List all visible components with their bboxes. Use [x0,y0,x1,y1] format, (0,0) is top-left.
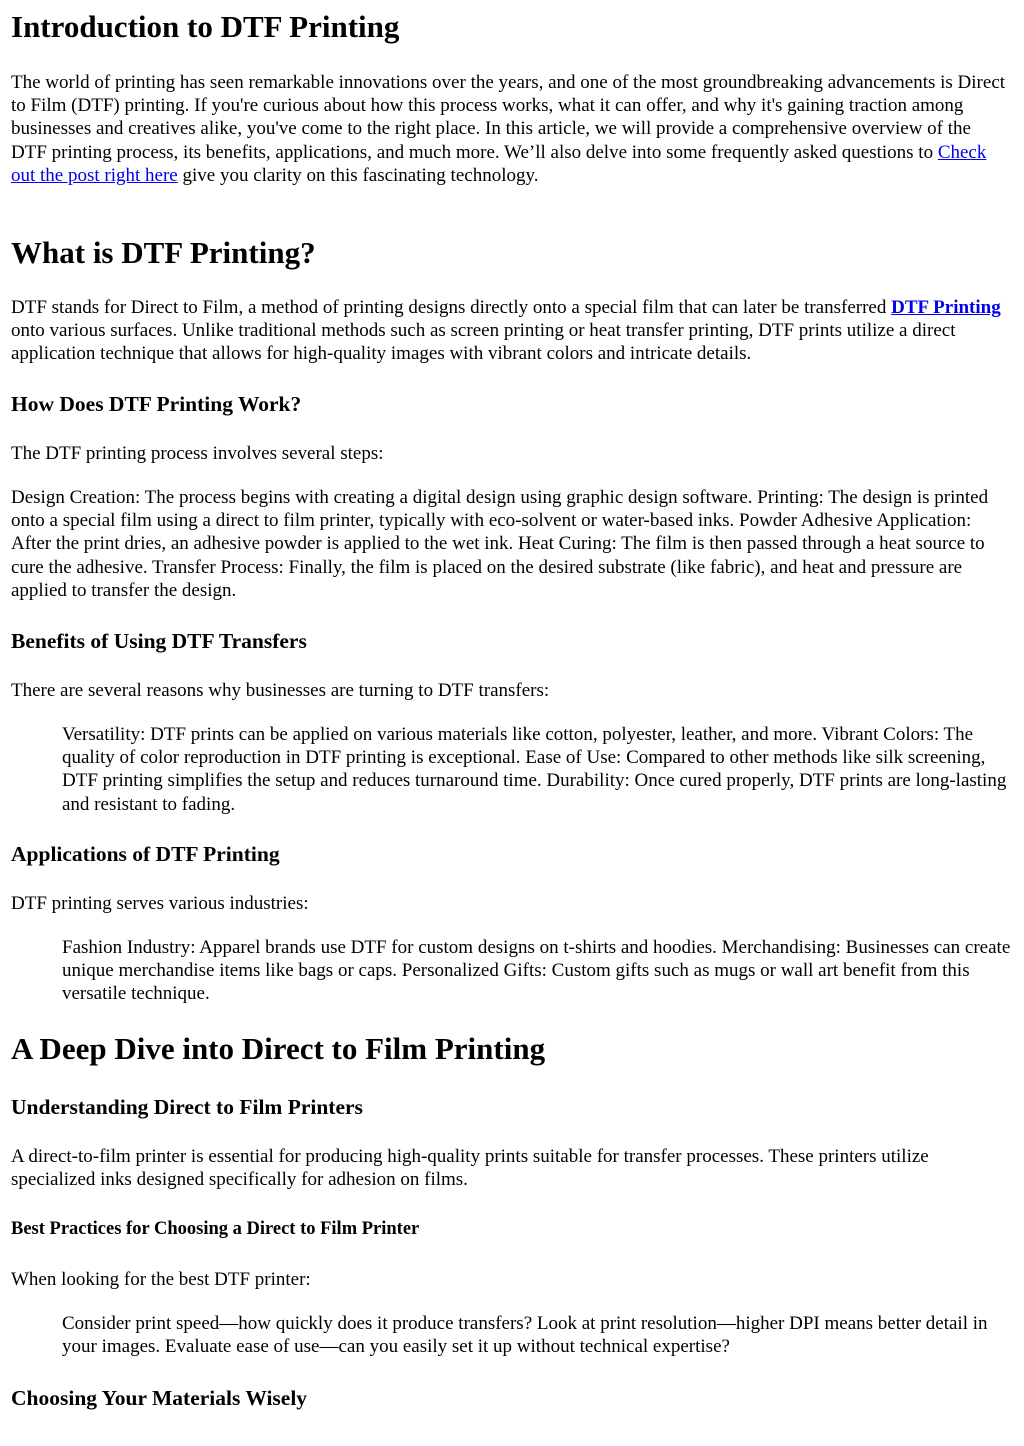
printers-paragraph: A direct-to-film printer is essential for producing high-quality prints suitable for transfer processes. These printers utilize specialized inks designed specifically for adhesion on films. [11,1146,929,1191]
intro-text-before-link: The world of printing has seen remarkable innovations over the years, and one of the most groundbreaking advancements is Direct to Film (DTF) printing. If you're curious about how this process works, what it can offer, and why it's gaining traction among businesses and creatives alike, you've come to the right place. In this article, we will provide a comprehensive overview of the DTF printing process, its benefits, applications, and much more. We’ll also delve into some frequently asked questions to [11,72,1006,163]
applications-list: Fashion Industry: Apparel brands use DTF for custom designs on t-shirts and hoodies. Merchandising: Businesses can create unique merchandise items like bags or caps. Personalized Gifts: Custom gifts such as mugs or wall art benefit from this versatile technique. [62,937,1011,1005]
heading-applications: Applications of DTF Printing [11,842,280,866]
heading-how-works: How Does DTF Printing Work? [11,392,302,416]
applications-intro: DTF printing serves various industries: [11,893,309,914]
best-practices-intro: When looking for the best DTF printer: [11,1269,311,1290]
heading-understanding-printers: Understanding Direct to Film Printers [11,1095,363,1119]
intro-text-after-link: give you clarity on this fascinating technology. [177,164,539,186]
dtf-printing-link[interactable]: DTF Printing [891,297,1001,318]
what-is-text-after-link: onto various surfaces. Unlike traditional methods such as screen printing or heat transfer printing, DTF prints utilize a direct application technique that allows for high-quality images with vibrant colors and intricate details. [11,320,956,365]
what-is-paragraph [11,296,1011,366]
benefits-intro: There are several reasons why businesses are turning to DTF transfers: [11,680,550,701]
heading-deep-dive: A Deep Dive into Direct to Film Printing [11,1031,546,1066]
best-practices-list: Consider print speed—how quickly does it produce transfers? Look at print resolution—higher DPI means better detail in your images. Evaluate ease of use—can you easily set it up without technical expertise? [62,1313,988,1358]
check-out-post-link[interactable]: Check out the post right here [11,141,987,186]
how-works-steps: Design Creation: The process begins with creating a digital design using graphic design software. Printing: The design is printed onto a special film using a direct to film printer, typically with eco-solvent or water-based inks. Powder Adhesive Application: After the print dries, an adhesive powder is applied to the wet ink. Heat Curing: The film is then passed through a heat source to cure the adhesive. Transfer Process: Finally, the film is placed on the desired substrate (like fabric), and heat and pressure are applied to transfer the design. [11,487,989,601]
intro-paragraph [11,71,1011,187]
heading-introduction: Introduction to DTF Printing [11,9,400,44]
benefits-list: Versatility: DTF prints can be applied on various materials like cotton, polyester, leather, and more. Vibrant Colors: The quality of color reproduction in DTF printing is exceptional. Ease of Use: Compared to other methods like silk screening, DTF printing simplifies the setup and reduces turnaround time. Durability: Once cured properly, DTF prints are long-lasting and resistant to fading. [62,724,1007,815]
heading-choosing-materials: Choosing Your Materials Wisely [11,1386,308,1410]
how-works-intro: The DTF printing process involves several steps: [11,443,384,464]
what-is-text-before-link: DTF stands for Direct to Film, a method of printing designs directly onto a special film that can later be transferred [11,297,892,318]
heading-best-practices: Best Practices for Choosing a Direct to Film Printer [11,1219,420,1239]
heading-benefits: Benefits of Using DTF Transfers [11,629,307,653]
heading-what-is-dtf: What is DTF Printing? [11,235,316,270]
